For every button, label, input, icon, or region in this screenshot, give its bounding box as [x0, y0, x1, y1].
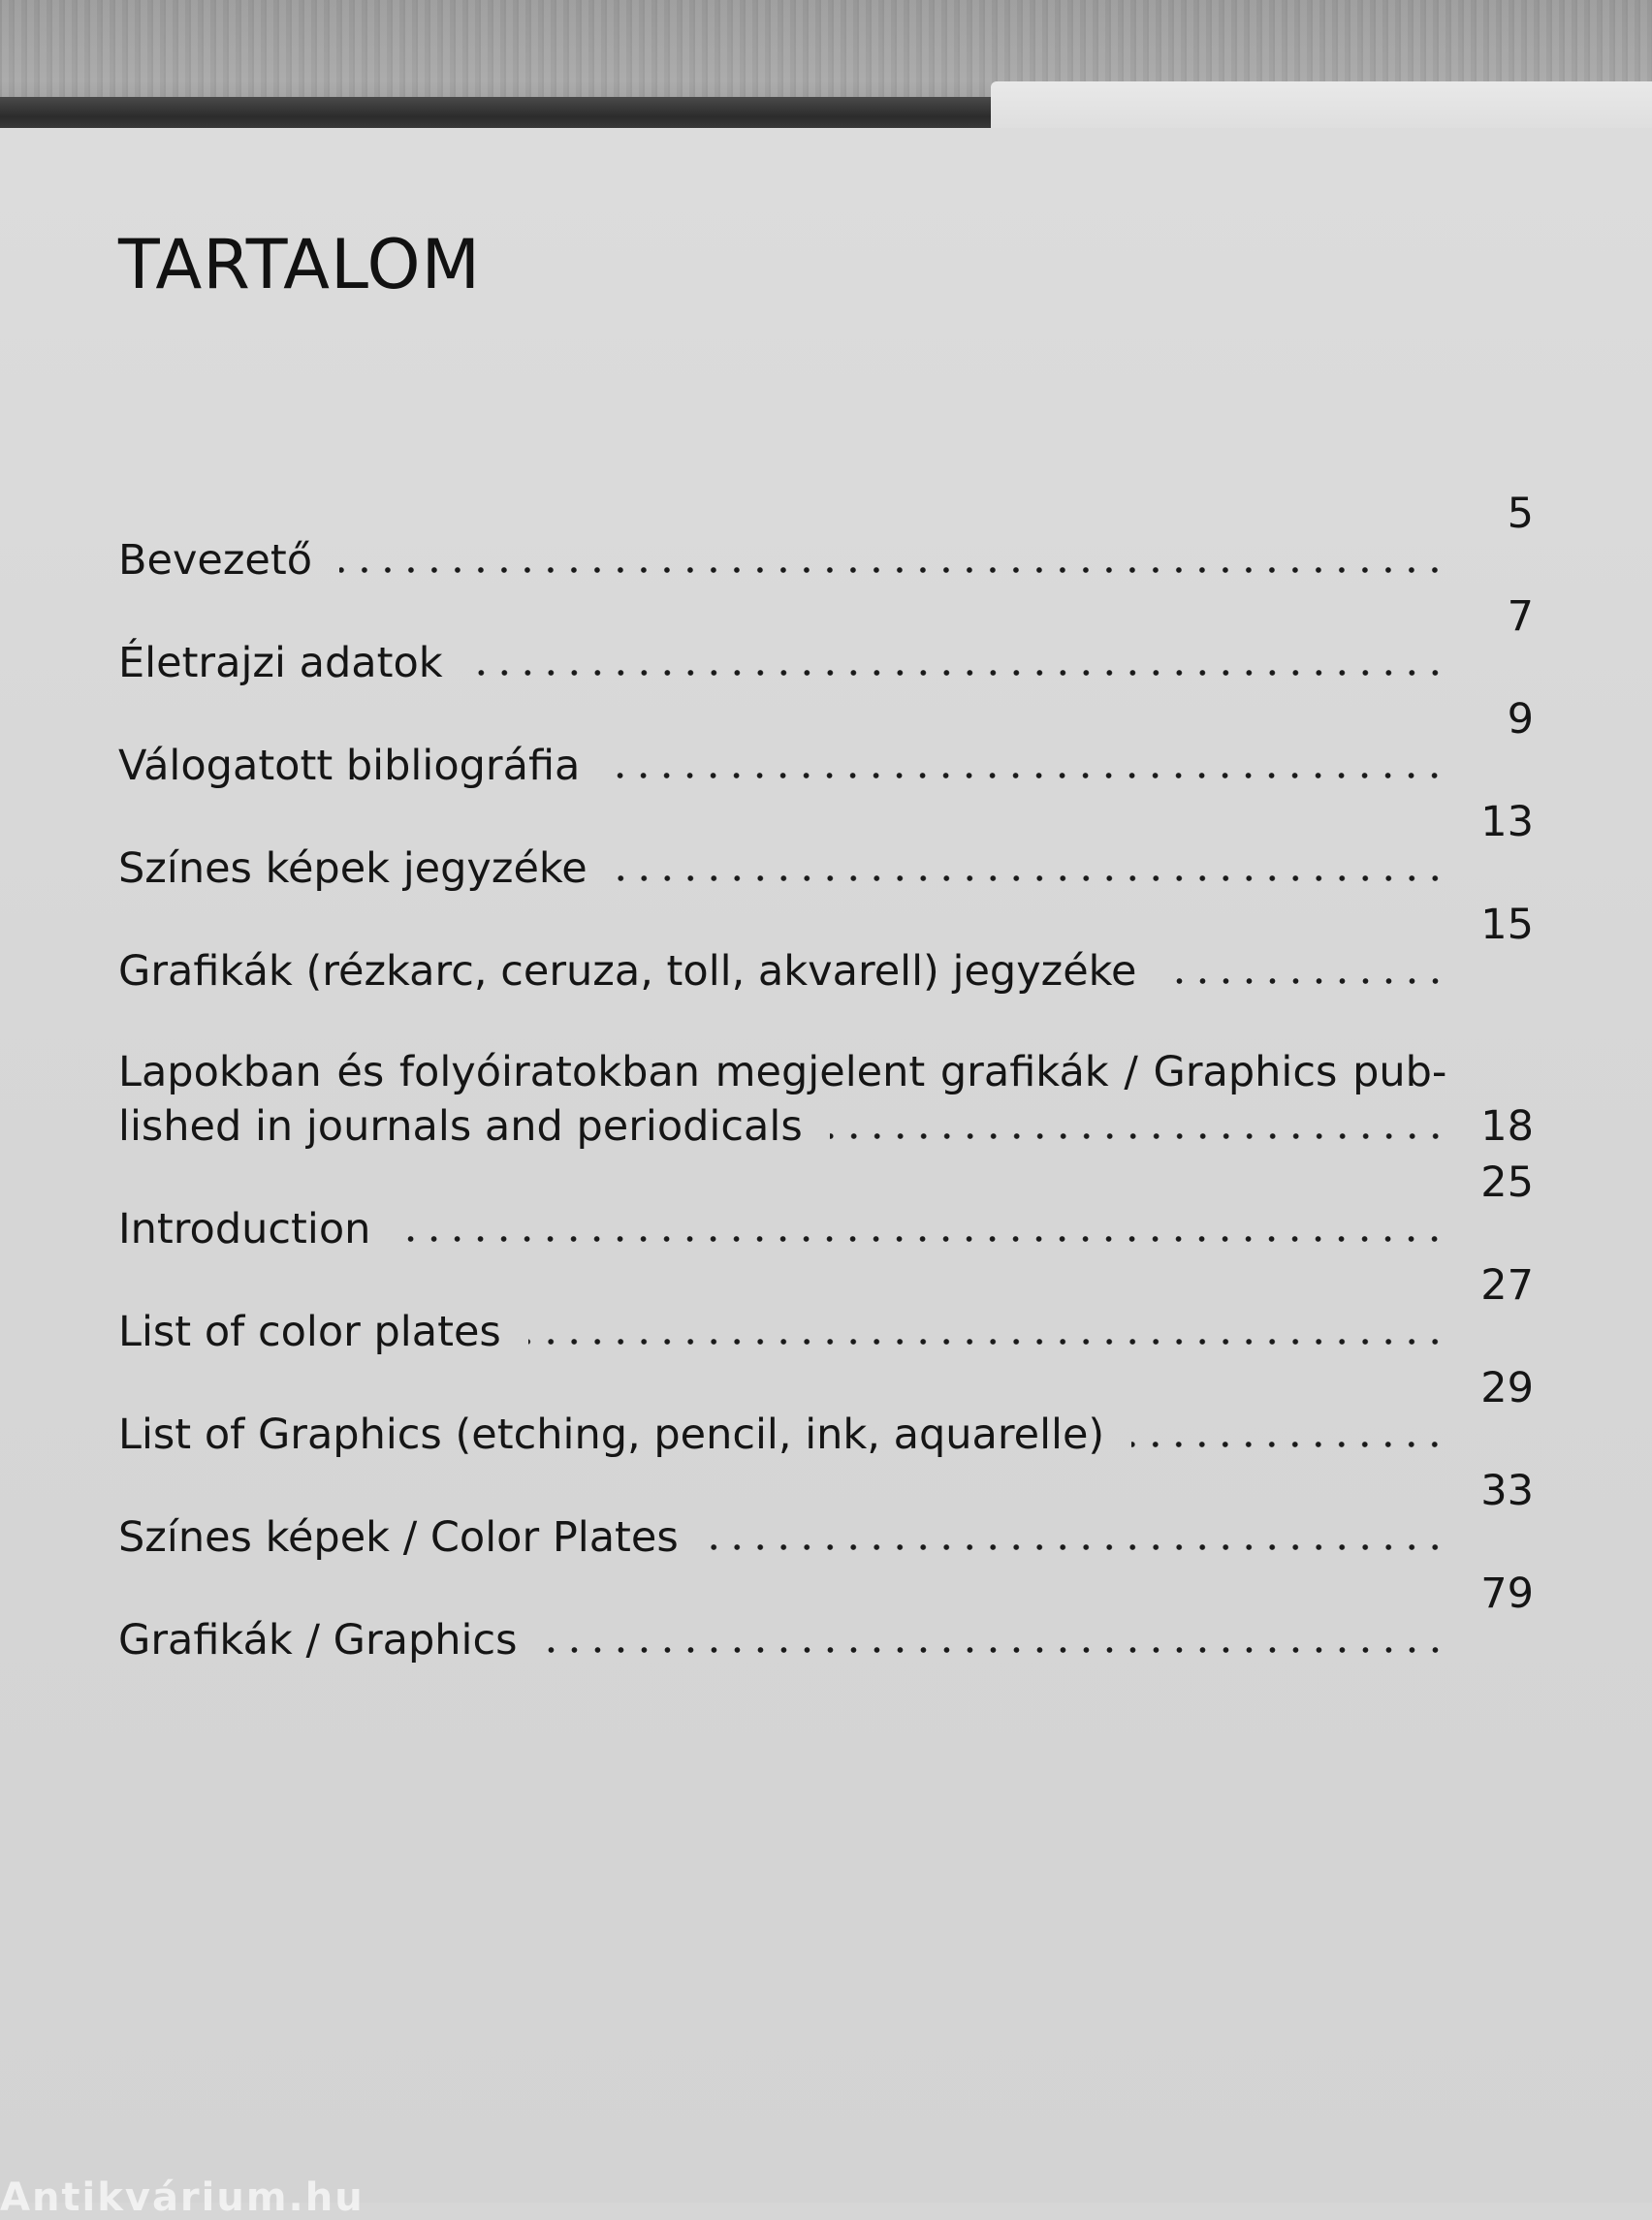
- toc-entry: [118, 793, 1534, 896]
- toc-entry-page: 18: [1480, 1102, 1534, 1151]
- toc-entry-page: 29: [1480, 1364, 1534, 1412]
- dot-leader: [339, 566, 1446, 574]
- toc-entry-label: List of Graphics (etching, pencil, ink, aquarelle): [118, 1411, 1105, 1459]
- dot-leader: [545, 1646, 1446, 1654]
- toc-entry-label: [118, 1045, 1446, 1154]
- toc-entry-label: Válogatott bibliográfia: [118, 742, 581, 790]
- dot-leader: [397, 1235, 1446, 1243]
- dot-leader: [528, 1338, 1446, 1346]
- watermark: Antikvárium.hu: [0, 2175, 365, 2220]
- toc-entry-label-line1: Lapokban és folyóiratokban megjelent grafikák / Graphics pub-: [118, 1048, 1447, 1096]
- toc-entry-page: 7: [1507, 592, 1534, 641]
- toc-entry-page: 79: [1480, 1570, 1534, 1618]
- toc-entry: [118, 1154, 1534, 1256]
- dot-leader: [470, 669, 1446, 677]
- book-cover-edge: [0, 97, 999, 130]
- toc-entry: [118, 1565, 1534, 1667]
- toc-entry-page: 15: [1480, 901, 1534, 949]
- dot-leader: [615, 874, 1446, 882]
- toc-entry-label: Színes képek jegyzéke: [118, 844, 588, 893]
- toc-entry-label: List of color plates: [118, 1308, 501, 1356]
- dot-leader: [830, 1132, 1447, 1140]
- dot-leader: [1164, 977, 1447, 985]
- toc-entry: [118, 999, 1534, 1154]
- toc-entry: [118, 587, 1534, 690]
- table-of-contents: [118, 485, 1534, 1667]
- toc-entry: [118, 485, 1534, 587]
- toc-entry-page: 25: [1480, 1158, 1534, 1207]
- dot-leader: [706, 1543, 1446, 1551]
- toc-entry-label: Színes képek / Color Plates: [118, 1513, 679, 1562]
- toc-entry-page: 33: [1480, 1467, 1534, 1515]
- toc-entry-page: 13: [1480, 798, 1534, 846]
- toc-entry-page: 5: [1507, 490, 1534, 538]
- toc-entry: [118, 1462, 1534, 1565]
- dot-leader: [607, 772, 1446, 779]
- toc-entry-label: Életrajzi adatok: [118, 639, 443, 687]
- toc-entry-label: Bevezető: [118, 536, 313, 585]
- toc-entry-label: Grafikák (rézkarc, ceruza, toll, akvarell) jegyzéke: [118, 947, 1137, 996]
- dot-leader: [1131, 1441, 1446, 1448]
- toc-entry: [118, 896, 1534, 999]
- toc-entry-page: 27: [1480, 1261, 1534, 1310]
- toc-entry: [118, 1256, 1534, 1359]
- toc-entry: [118, 690, 1534, 793]
- toc-entry-label: Introduction: [118, 1205, 371, 1253]
- toc-entry-label-line2: lished in journals and periodicals: [118, 1102, 803, 1151]
- toc-entry-page: 9: [1507, 695, 1534, 744]
- page-title: TARTALOM: [118, 225, 481, 304]
- toc-entry-label: Grafikák / Graphics: [118, 1616, 518, 1665]
- toc-entry: [118, 1359, 1534, 1462]
